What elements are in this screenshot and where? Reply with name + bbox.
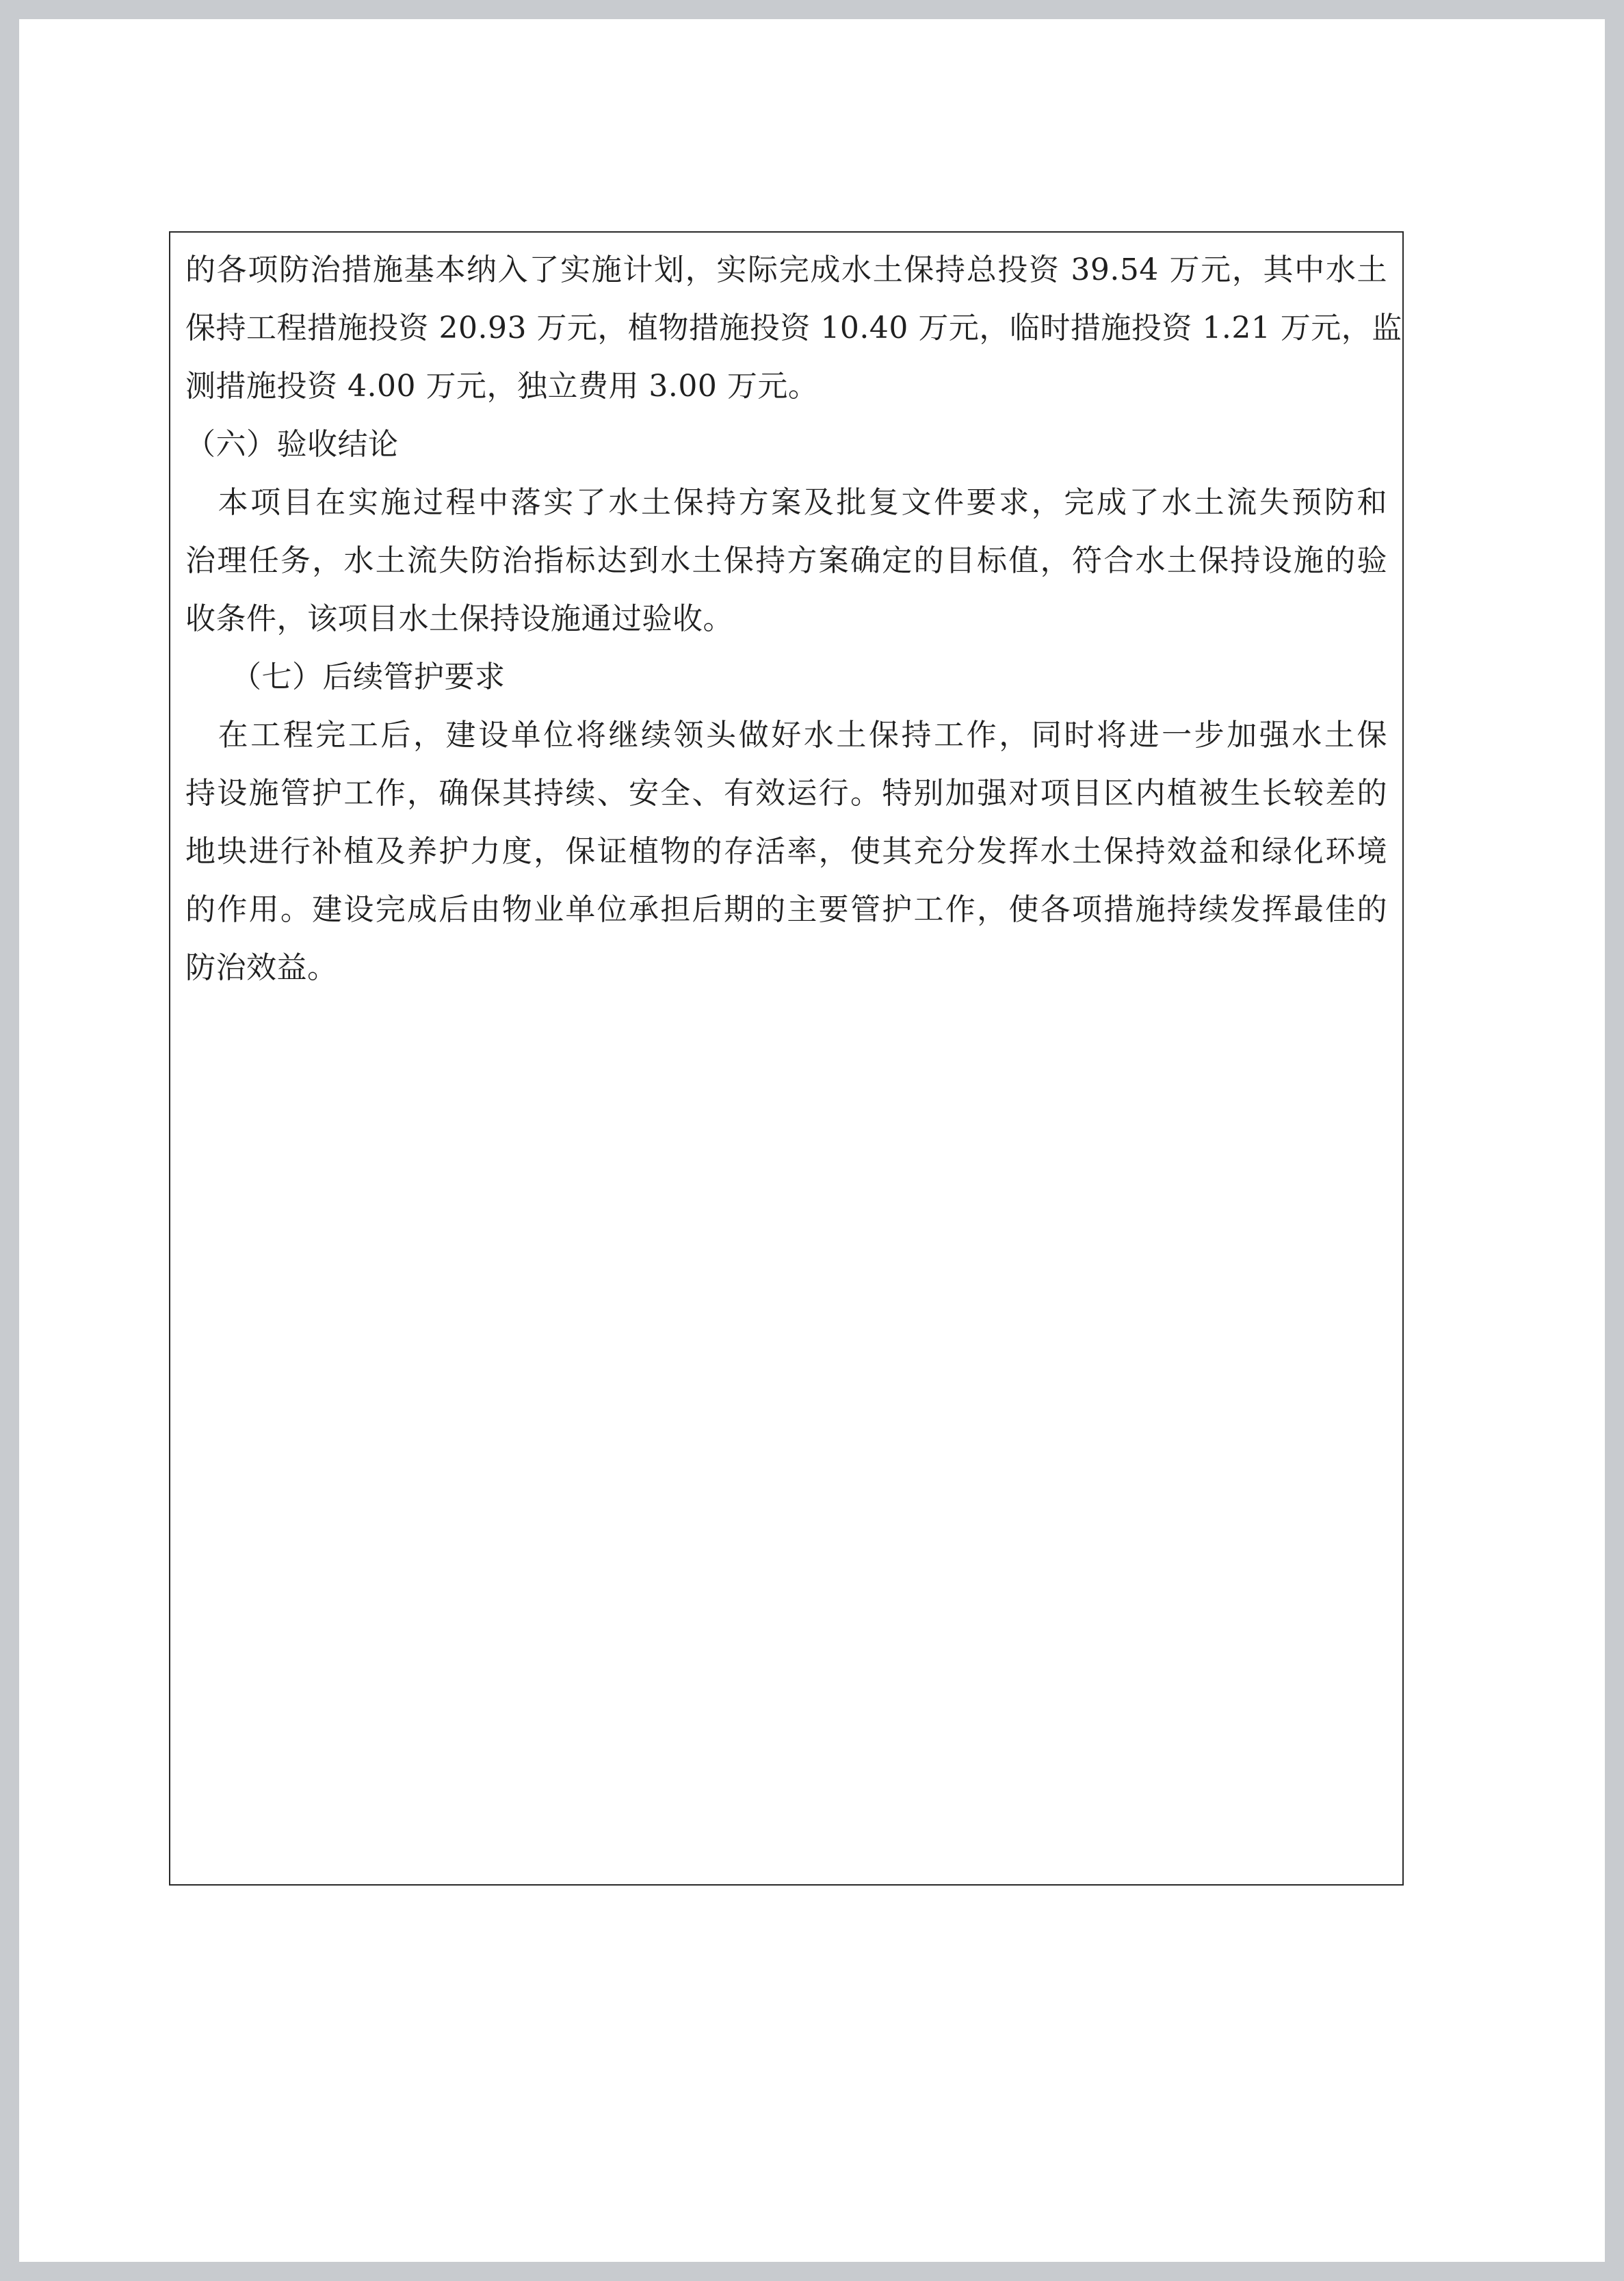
text-line: 地块进行补植及养护力度，保证植物的存活率，使其充分发挥水土保持效益和绿化环境 <box>185 834 1387 869</box>
document-page <box>19 19 1605 2262</box>
text-line: 的作用。建设完成后由物业单位承担后期的主要管护工作，使各项措施持续发挥最佳的 <box>185 892 1387 927</box>
content-frame <box>169 231 1404 1886</box>
text-line: 在工程完工后，建设单位将继续领头做好水土保持工作，同时将进一步加强水土保 <box>185 718 1387 753</box>
section-heading-acceptance-conclusion: （六）验收结论 <box>185 427 399 462</box>
text-line: 收条件，该项目水土保持设施通过验收。 <box>185 601 733 636</box>
text-line: 的各项防治措施基本纳入了实施计划，实际完成水土保持总投资 39.54 万元，其中水土 <box>185 252 1387 287</box>
section-heading-maintenance-requirements: （七）后续管护要求 <box>185 660 506 694</box>
text-line: 治理任务，水土流失防治指标达到水土保持方案确定的目标值，符合水土保持设施的验 <box>185 543 1387 578</box>
text-line: 本项目在实施过程中落实了水土保持方案及批复文件要求，完成了水土流失预防和 <box>185 485 1387 520</box>
text-line: 防治效益。 <box>185 950 338 985</box>
text-line: 持设施管护工作，确保其持续、安全、有效运行。特别加强对项目区内植被生长较差的 <box>185 776 1387 811</box>
text-line: 保持工程措施投资 20.93 万元，植物措施投资 10.40 万元，临时措施投资 1.21 万元，监 <box>185 311 1402 346</box>
text-line: 测措施投资 4.00 万元，独立费用 3.00 万元。 <box>185 369 819 404</box>
body-text <box>185 241 1402 997</box>
